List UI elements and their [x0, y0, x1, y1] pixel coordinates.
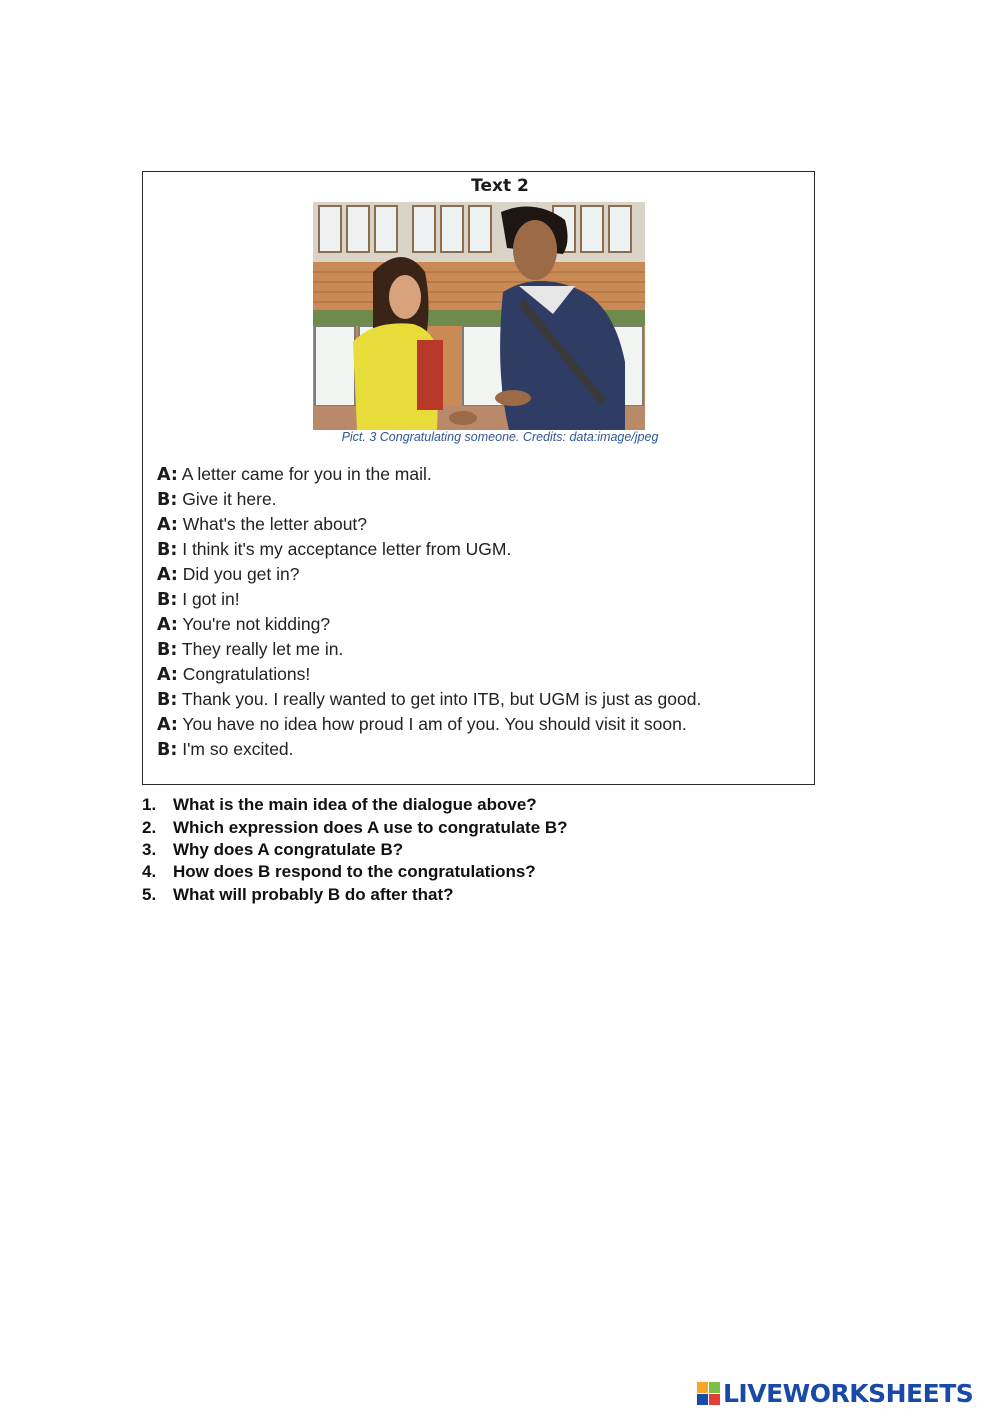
dialogue-line [157, 589, 240, 610]
line-text: Did you get in? [182, 564, 300, 584]
dialogue-line [157, 739, 294, 760]
question-text: How does B respond to the congratulations? [173, 862, 536, 881]
speaker-label: A: [157, 515, 178, 535]
line-text: Congratulations! [182, 664, 311, 684]
speaker-label: A: [157, 715, 178, 735]
line-text: A letter came for you in the mail. [181, 464, 432, 484]
question-number: 5. [142, 885, 157, 904]
question-number: 3. [142, 840, 157, 859]
liveworksheets-logo[interactable] [697, 1378, 973, 1408]
dialogue-line [157, 564, 300, 585]
question-item [142, 885, 454, 905]
line-text: What's the letter about? [182, 514, 368, 534]
dialogue-line [157, 639, 343, 660]
question-item [142, 840, 403, 860]
speaker-label: B: [157, 540, 178, 560]
speaker-label: B: [157, 740, 178, 760]
logo-text: LIVEWORKSHEETS [723, 1378, 974, 1408]
dialogue-line [157, 614, 330, 635]
speaker-label: B: [157, 640, 178, 660]
question-number: 2. [142, 818, 157, 837]
text-title: Text 2 [471, 176, 529, 196]
question-number: 4. [142, 862, 157, 881]
line-text: I'm so excited. [182, 739, 294, 759]
line-text: Give it here. [182, 489, 277, 509]
question-text: Which expression does A use to congratulate B? [173, 818, 568, 837]
question-text: Why does A congratulate B? [173, 840, 404, 859]
line-text: You're not kidding? [182, 614, 331, 634]
line-text: You have no idea how proud I am of you. You should visit it soon. [182, 714, 687, 734]
dialogue-line [157, 539, 511, 560]
dialogue-line [157, 664, 310, 685]
speaker-label: A: [157, 615, 178, 635]
dialogue-line [157, 714, 687, 735]
question-text: What will probably B do after that? [173, 885, 454, 904]
speaker-label: B: [157, 690, 178, 710]
photo-congratulating [313, 202, 645, 430]
speaker-label: B: [157, 490, 178, 510]
question-number: 1. [142, 795, 157, 814]
speaker-label: A: [157, 565, 178, 585]
line-text: I got in! [182, 589, 240, 609]
line-text: They really let me in. [181, 639, 344, 659]
line-text: I think it's my acceptance letter from UGM. [182, 539, 512, 559]
question-text: What is the main idea of the dialogue above? [173, 795, 537, 814]
liveworksheets-logo-icon [697, 1382, 720, 1405]
question-item [142, 818, 568, 838]
speaker-label: A: [157, 465, 178, 485]
speaker-label: A: [157, 665, 178, 685]
dialogue-line [157, 514, 367, 535]
speaker-label: B: [157, 590, 178, 610]
question-item [142, 862, 536, 882]
dialogue-line [157, 689, 701, 710]
photo-caption: Pict. 3 Congratulating someone. Credits: data:image/jpeg [341, 430, 659, 444]
dialogue-line [157, 489, 277, 510]
dialogue-line [157, 464, 432, 485]
question-item [142, 795, 537, 815]
line-text: Thank you. I really wanted to get into ITB, but UGM is just as good. [181, 689, 702, 709]
